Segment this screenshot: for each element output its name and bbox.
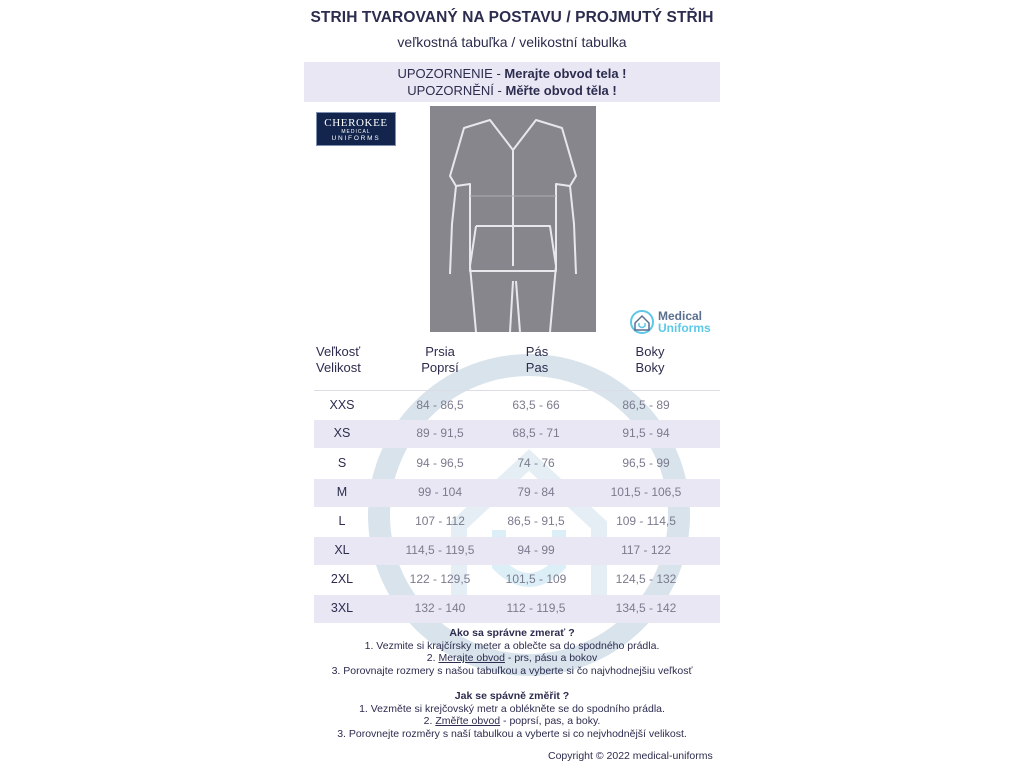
cell-size: XL bbox=[334, 543, 350, 557]
warning-cz: UPOZORNĚNÍ - Měřte obvod těla ! bbox=[407, 83, 617, 98]
header-size: Veľkosť Velikost bbox=[316, 344, 361, 375]
cell-size: L bbox=[338, 514, 346, 528]
instructions-cz bbox=[304, 690, 720, 740]
table-row bbox=[314, 392, 720, 420]
cell-chest: 132 - 140 bbox=[414, 601, 466, 615]
instructions-sk-heading: Ako sa správne zmerať ? bbox=[449, 627, 575, 639]
instructions-sk-step2: 2. Merajte obvod - prs, pásu a bokov bbox=[426, 652, 598, 664]
instructions-sk-step3: 3. Porovnajte rozmery s našou tabuľkou a vyberte si čo najvhodnejšiu veľkosť bbox=[331, 664, 693, 677]
cell-chest: 89 - 91,5 bbox=[416, 426, 464, 440]
cell-waist: 86,5 - 91,5 bbox=[507, 514, 565, 528]
cell-waist: 112 - 119,5 bbox=[506, 601, 566, 615]
cell-hips: 124,5 - 132 bbox=[615, 572, 677, 586]
cell-hips: 91,5 - 94 bbox=[622, 426, 670, 440]
cell-waist: 68,5 - 71 bbox=[512, 426, 560, 440]
cell-chest: 114,5 - 119,5 bbox=[405, 543, 475, 557]
cell-hips: 117 - 122 bbox=[621, 543, 671, 557]
cell-waist: 101,5 - 109 bbox=[505, 572, 567, 586]
header-hips: Boky Boky bbox=[635, 344, 665, 375]
instructions-sk bbox=[304, 627, 720, 677]
cell-size: XXS bbox=[329, 398, 355, 412]
cell-size: S bbox=[337, 456, 347, 470]
instructions-cz-step3: 3. Porovnejte rozměry s naší tabulkou a vyberte si co nejvhodnější velikost. bbox=[337, 727, 687, 740]
cell-hips: 86,5 - 89 bbox=[622, 398, 670, 412]
cell-hips: 96,5 - 99 bbox=[622, 456, 670, 470]
page-subtitle: veľkostná tabuľka / velikostní tabulka bbox=[397, 34, 627, 50]
header-chest: Prsia Poprsí bbox=[421, 344, 459, 375]
table-row bbox=[314, 537, 720, 565]
table-row bbox=[314, 508, 720, 536]
cell-chest: 94 - 96,5 bbox=[416, 456, 464, 470]
medical-uniforms-wordmark: Medical Uniforms bbox=[658, 309, 711, 335]
instructions-sk-step1: 1. Vezmite si krajčírsky meter a oblečte sa do spodného prádla. bbox=[364, 639, 660, 652]
header-divider bbox=[314, 390, 720, 391]
cell-chest: 84 - 86,5 bbox=[416, 398, 464, 412]
table-row bbox=[314, 566, 720, 594]
cell-hips: 134,5 - 142 bbox=[615, 601, 677, 615]
cell-size: 3XL bbox=[330, 601, 354, 615]
cell-hips: 101,5 - 106,5 bbox=[610, 485, 682, 499]
copyright-text: Copyright © 2022 medical-uniforms bbox=[548, 750, 713, 762]
instructions-cz-step1: 1. Vezměte si krejčovský metr a oblékněte se do spodního prádla. bbox=[359, 702, 665, 715]
cell-hips: 109 - 114,5 bbox=[616, 514, 676, 528]
garment-figure bbox=[430, 106, 596, 332]
instructions-cz-step2: 2. Změřte obvod - poprsí, pas, a boky. bbox=[423, 715, 601, 727]
table-row bbox=[314, 450, 720, 478]
cell-waist: 74 - 76 bbox=[517, 456, 555, 470]
cell-size: M bbox=[336, 485, 348, 499]
header-waist: Pás Pas bbox=[525, 344, 549, 375]
cell-waist: 63,5 - 66 bbox=[512, 398, 560, 412]
table-row bbox=[314, 479, 720, 507]
instructions-cz-heading: Jak se spávně změřit ? bbox=[454, 690, 570, 702]
warning-banner bbox=[304, 62, 720, 102]
scrubs-outline-icon bbox=[430, 106, 596, 332]
cell-chest: 122 - 129,5 bbox=[409, 572, 471, 586]
table-row bbox=[314, 595, 720, 623]
warning-sk: UPOZORNENIE - Merajte obvod tela ! bbox=[397, 66, 627, 81]
page-title: STRIH TVAROVANÝ NA POSTAVU / PROJMUTÝ STŘIH bbox=[310, 9, 714, 26]
cell-waist: 94 - 99 bbox=[517, 543, 555, 557]
cell-size: 2XL bbox=[330, 572, 354, 586]
table-row bbox=[314, 420, 720, 448]
cherokee-logo: CHEROKEE MEDICAL UNIFORMS bbox=[316, 112, 396, 146]
cell-chest: 107 - 112 bbox=[415, 514, 465, 528]
cell-size: XS bbox=[333, 426, 351, 440]
cell-chest: 99 - 104 bbox=[417, 485, 463, 499]
cell-waist: 79 - 84 bbox=[517, 485, 555, 499]
